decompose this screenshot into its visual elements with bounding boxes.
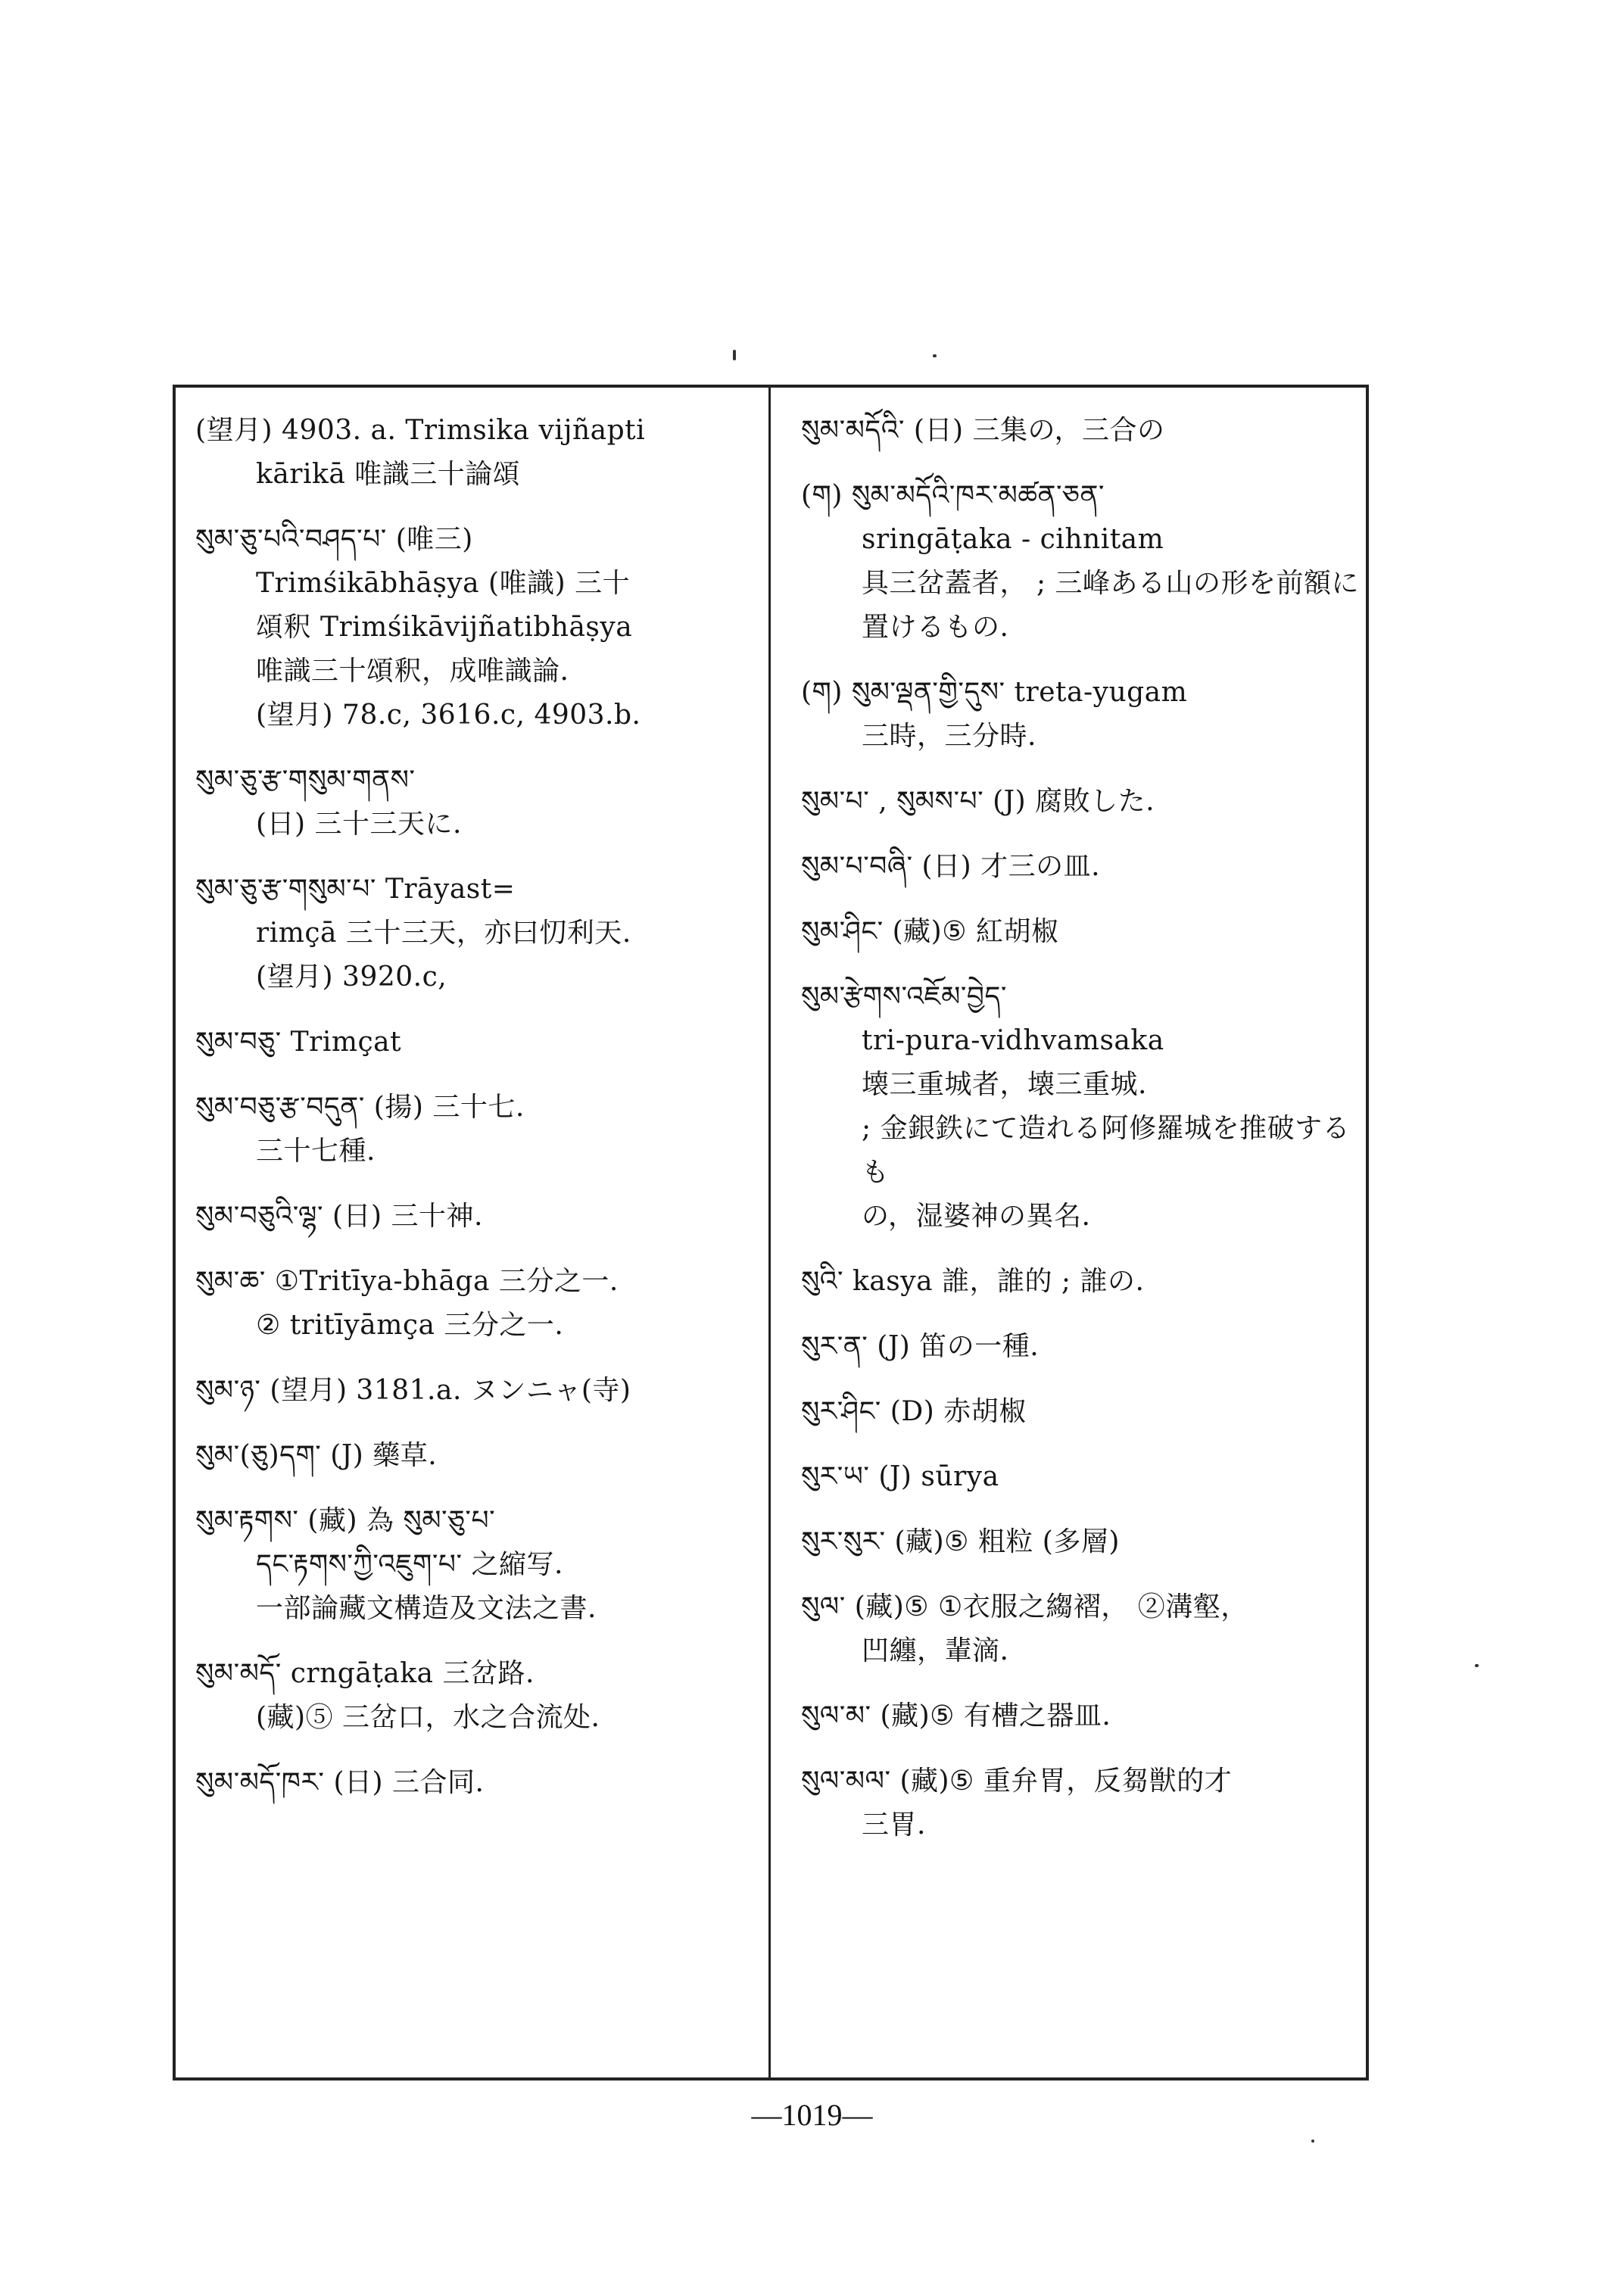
dictionary-entry [801,780,1376,824]
scan-speck [933,354,937,357]
entry-line: 三胃. [862,1809,926,1840]
entry-line: 凹纏，輩滴. [862,1635,1009,1666]
scan-speck [1475,1664,1479,1667]
entry-line: དང་རྟགས་ཀྱི་འཇུག་པ་ 之縮写. [256,1549,563,1580]
dictionary-entry [195,1434,771,1478]
dictionary-entry [195,1260,771,1348]
entry-line: སུམ་(ཅུ)དག་ (J) 藥草. [195,1440,438,1471]
entry-line: སུལ་མལ་ (藏)⑤ 重弁胃，反芻獣的才 [801,1766,1233,1797]
entry-line: 具三岔蓋者， ; 三峰ある山の形を前額に [862,568,1360,599]
entry-line: rimçā 三十三天，亦曰忉利天. [256,918,631,949]
dictionary-entry [801,1390,1376,1434]
entry-line: སུམ་པ་ , སུམས་པ་ (J) 腐敗した. [801,786,1155,817]
dictionary-entry [801,975,1376,1239]
dictionary-entry [801,1585,1376,1673]
entry-line: 壊三重城者，壊三重城. [862,1069,1147,1100]
entry-line: སུམ་ཆ་ ①Tritīya-bhāga 三分之一. [195,1266,619,1297]
entry-line: 三時，三分時. [862,721,1036,752]
entry-line: 頌釈 Trimśikāvijñatibhāṣya [256,612,633,643]
entry-line: tri-pura-vidhvamsaka [862,1025,1164,1056]
entry-line: སུམ་བཅུ་ Trimçat [195,1027,402,1058]
entry-line: སུར་སུར་ (藏)⑤ 粗粒 (多層) [801,1526,1120,1557]
entry-line: སུམ་བཅུའི་ལྷ་ (日) 三十神. [195,1201,483,1232]
dictionary-entry [195,1369,771,1413]
entry-line: སུམ་ཅུ་པའི་བཤད་པ་ (唯三) [195,524,473,555]
entry-line: སུམ་པ་བཞི་ (日) 才三の皿. [801,851,1101,882]
dictionary-entry [195,868,771,999]
dictionary-entry [801,845,1376,889]
dictionary-entry [801,910,1376,954]
entry-line: སུམ་བཅུ་རྩ་བདུན་ (揚) 三十七. [195,1092,525,1123]
dictionary-entry [801,1759,1376,1847]
entry-line: (望月) 78.c, 3616.c, 4903.b. [256,700,641,731]
dictionary-entry [801,409,1376,453]
entry-line: (ག) སུམ་ལྡན་གྱི་དུས་ treta-yugam [801,677,1188,708]
entry-line: の，湿婆神の異名. [862,1201,1091,1232]
dictionary-entry [801,1325,1376,1369]
entry-line: སུམ་མདོའི་ (日) 三集の，三合の [801,415,1165,446]
scan-speck [733,350,736,360]
entry-line: སུལ་ (藏)⑤ ①衣服之縐褶， ②溝壑， [801,1591,1248,1622]
entry-line: སུམ་ཅུ་རྩ་གསུམ་པ་ Trāyast= [195,874,516,905]
entry-line: སུམ་ཅུ་རྩ་གསུམ་གནས་ [195,765,416,796]
left-column [195,409,771,2059]
dictionary-entry [801,1455,1376,1499]
entry-line: (望月) 3920.c, [256,962,447,993]
dictionary-entry [195,1499,771,1631]
scan-speck [1311,2140,1314,2143]
entry-line: སུམ་མདོ་ crngāṭaka 三岔路. [195,1658,535,1689]
entry-line: སུར་ཤིང་ (D) 赤胡椒 [801,1396,1027,1427]
entry-line: (ག) སུམ་མདོའི་ཁར་མཚན་ཅན་ [801,480,1105,511]
dictionary-entry [195,1761,771,1805]
dictionary-entry [801,671,1376,759]
entry-line: སུམ་ཉ་ (望月) 3181.a. ヌンニャ(寺) [195,1375,631,1406]
entry-line: 置けるもの. [862,612,1009,643]
entry-line: སུམ་རྟགས་ (藏) 為 སུམ་ཅུ་པ་ [195,1505,496,1536]
dictionary-entry [195,1021,771,1064]
entry-line: (日) 三十三天に. [256,809,462,840]
entry-line: (望月) 4903. a. Trimsika vijñapti [195,415,646,446]
dictionary-entry [801,1260,1376,1304]
entry-line: སུམ་མདོ་ཁར་ (日) 三合同. [195,1767,485,1798]
page-number: —1019— [751,2098,873,2132]
entry-line: kārikā 唯識三十論頌 [256,459,521,490]
entry-line: སུམ་ཤིང་ (藏)⑤ 紅胡椒 [801,916,1059,947]
entry-line: སུར་ན་ (J) 笛の一種. [801,1331,1040,1362]
dictionary-entry [801,1694,1376,1738]
entry-line: སུའི་ kasya 誰，誰的 ; 誰の. [801,1266,1145,1297]
entry-line: 唯識三十頌釈，成唯識論. [256,656,569,687]
entry-line: sringāṭaka - cihnitam [862,524,1164,555]
entry-line: Trimśikābhāṣya (唯識) 三十 [256,568,631,599]
entry-line: སུམ་རྩེགས་འཇོམ་བྱེད་ [801,981,1007,1012]
entry-line: (藏)⑤ 三岔口，水之合流处. [256,1702,600,1733]
dictionary-entry [801,474,1376,650]
dictionary-entry [195,1652,771,1740]
dictionary-entry [801,1520,1376,1564]
dictionary-entry [195,759,771,846]
entry-line: 三十七種. [256,1136,376,1167]
right-column [801,409,1376,2059]
dictionary-entry [195,409,771,497]
dictionary-entry [195,1195,771,1239]
entry-line: སུལ་མ་ (藏)⑤ 有槽之器皿. [801,1700,1111,1731]
entry-line: ② tritīyāmça 三分之一. [256,1310,564,1341]
dictionary-entry [195,518,771,737]
entry-line: 一部論藏文構造及文法之書. [256,1593,597,1624]
dictionary-entry [195,1086,771,1173]
entry-line: སུར་ཡ་ (J) sūrya [801,1461,999,1492]
entry-line: ; 金銀鉄にて造れる阿修羅城を推破するも [862,1113,1351,1188]
